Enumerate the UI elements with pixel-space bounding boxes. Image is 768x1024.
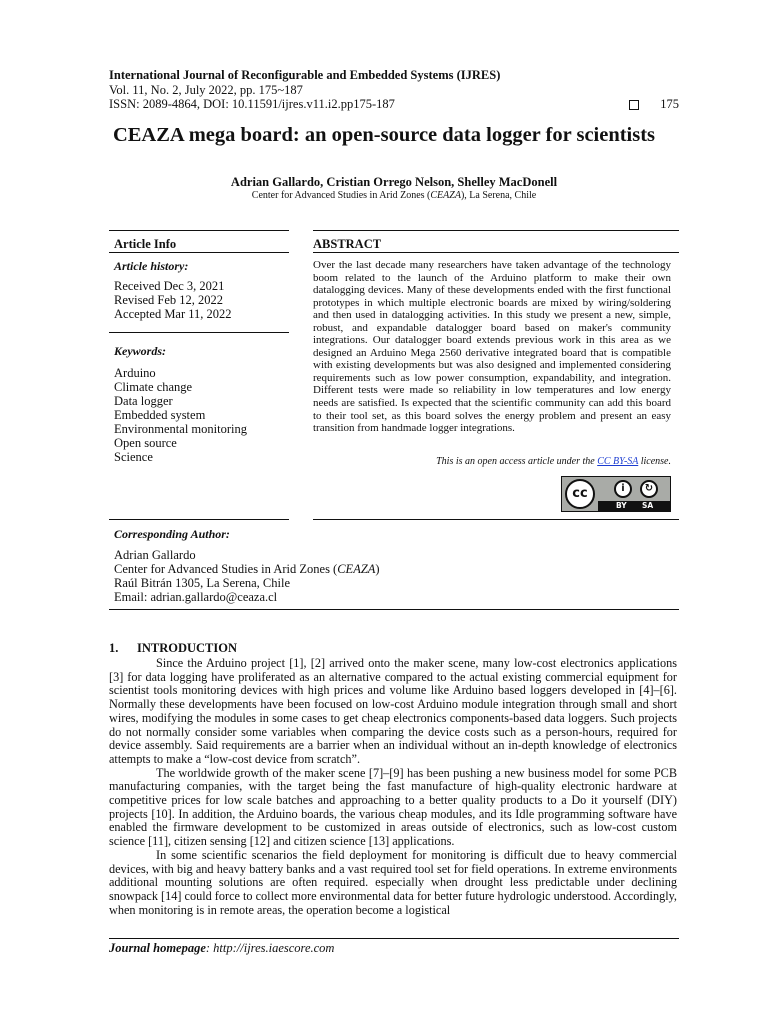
affiliation-acronym: CEAZA (430, 190, 461, 201)
article-history (114, 259, 286, 321)
abstract-heading: ABSTRACT (313, 237, 382, 251)
author-email: Email: adrian.gallardo@ceaza.cl (114, 590, 278, 604)
by-label: BY (616, 501, 627, 510)
article-info-heading: Article Info (114, 237, 177, 251)
section-title: INTRODUCTION (137, 641, 238, 655)
history-received: Received Dec 3, 2021 (114, 279, 225, 293)
author-name: Adrian Gallardo (114, 548, 196, 562)
introduction-heading (109, 641, 237, 656)
keywords (114, 344, 286, 464)
author-list: Adrian Gallardo, Cristian Orrego Nelson, Shelley MacDonell (230, 175, 558, 189)
cc-by-sa-badge[interactable] (561, 476, 671, 512)
corresponding-author (114, 527, 614, 604)
history-revised: Revised Feb 12, 2022 (114, 293, 224, 307)
license-text-end: license. (638, 456, 671, 467)
keyword-item: Science (114, 450, 153, 464)
article-info-top-rule (109, 230, 289, 231)
journal-homepage (109, 941, 334, 956)
abstract-text: Over the last decade many researchers have taken advantage of the technology boom related to the launch of the Arduino platform to make their own datalogging devices. Many of these developments ended with the first functional prototypes in which multiple electronic boards are mixed by wiring/soldering and then used in datalogging activities. In this study we present a new, simple, robust, and expandable datalogger board based on maker's community integrations. Our datalogger board extends previous work in this area as we designed an Arduino Mega 2560 derivative integrated board that is compatible with existing developments but was also designed and implemented considering requirements such as low power consumption, expandability, and integration. Different tests were made so reliability in low temperatures and low energy needs are satisfied. Is expected that the scientific community can add this board to their tool set, as this board solves the energy problem and present an easy transition from handmade logger integrations. (313, 259, 671, 435)
license-statement (313, 456, 671, 467)
author-address: Raúl Bitrán 1305, La Serena, Chile (114, 576, 291, 590)
history-heading: Article history: (114, 259, 189, 273)
keyword-item: Data logger (114, 394, 173, 408)
person-icon: i (614, 480, 632, 498)
issn-row (109, 97, 679, 112)
keywords-heading: Keywords: (114, 344, 166, 358)
volume-line: Vol. 11, No. 2, July 2022, pp. 175~187 (109, 82, 303, 97)
keywords-divider (109, 519, 289, 520)
affiliation (109, 190, 679, 201)
square-icon (629, 100, 639, 110)
journal-name: International Journal of Reconfigurable and Embedded Systems (IJRES) (109, 68, 501, 82)
section-number: 1. (109, 641, 119, 655)
license-text: This is an open access article under the (436, 456, 598, 467)
keyword-item: Open source (114, 436, 177, 450)
history-accepted: Accepted Mar 11, 2022 (114, 307, 232, 321)
corresponding-heading: Corresponding Author: (114, 527, 230, 541)
journal-header (109, 68, 679, 112)
keyword-item: Arduino (114, 366, 156, 380)
corresponding-bottom-rule (109, 609, 679, 610)
footer-rule (109, 938, 679, 939)
introduction-body (109, 657, 677, 917)
keyword-item: Embedded system (114, 408, 206, 422)
paragraph: In some scientific scenarios the field deployment for monitoring is difficult due to heavy commercial devices, with big and heavy battery banks and a vast required tool set for field operations. In extreme environments additional mounting solutions are often required. especially when drought less predictable under declining snowpack [14] could force to collect more environmental data for better future hydrologic understood. Accordingly, when monitoring is in remote areas, the operation become a logistical (109, 847, 677, 917)
abstract-top-rule (313, 230, 679, 231)
org-acronym: CEAZA (337, 562, 376, 576)
homepage-label: Journal homepage (109, 941, 206, 955)
paragraph: Since the Arduino project [1], [2] arrived onto the maker scene, many low-cost electronics applications [3] for data logging have proliferated as an alternative compared to the actual existing commercial equipment for scientist tools monitoring devices with high prices and volume like Arduino based loggers developed in [4]–[6]. Normally these developments have been focused on low-cost Arduino module integration through small and short wires, modifying the modules in some cases to get cheap electronics components-based data loggers. Such projects do not normally consider some variables when comparing the device costs such as a person-hours, required for device assembly. Said requirements are a barrier when an individual without an in-depth knowledge of electronics attempts to make a “low-cost device from scratch”. (109, 656, 677, 766)
article-info-divider (109, 252, 289, 253)
page-number: 175 (660, 97, 679, 111)
sa-label: SA (642, 501, 654, 510)
keyword-item: Environmental monitoring (114, 422, 247, 436)
paragraph: The worldwide growth of the maker scene [7]–[9] has been pushing a new business model for some PCB manufacturing companies, with the target being the fast manufacture of high-quality electronic hardware at competitive prices for low scale batches and approaching to a better quality products to a Do it yourself (DIY) projects [10]. In addition, the Arduino boards, the various cheap modules, and its Idle programming software have enabled the firmware development to be customized in areas outside of electronics, such as low-cost custom science [11], citizen sensing [12] and citizen science [13] applications. (109, 765, 677, 849)
abstract-bottom-rule (313, 519, 679, 520)
author-organization (114, 562, 614, 576)
creative-commons-icon: cc (565, 479, 595, 509)
org-text-end: ) (375, 562, 380, 576)
affiliation-text: Center for Advanced Studies in Arid Zones ( (251, 190, 431, 201)
homepage-url[interactable]: : http://ijres.iaescore.com (205, 941, 335, 955)
abstract-divider (313, 252, 679, 253)
badge-strip (598, 501, 670, 511)
org-text: Center for Advanced Studies in Arid Zones ( (114, 562, 338, 576)
issn-line: ISSN: 2089-4864, DOI: 10.11591/ijres.v11.i2.pp175-187 (109, 97, 395, 111)
history-divider (109, 332, 289, 333)
cc-by-sa-link[interactable]: CC BY-SA (597, 456, 639, 467)
share-alike-icon: ↻ (640, 480, 658, 498)
keyword-item: Climate change (114, 380, 193, 394)
paper-title: CEAZA mega board: an open-source data logger for scientists (112, 124, 656, 146)
affiliation-text-end: ), La Serena, Chile (460, 190, 537, 201)
